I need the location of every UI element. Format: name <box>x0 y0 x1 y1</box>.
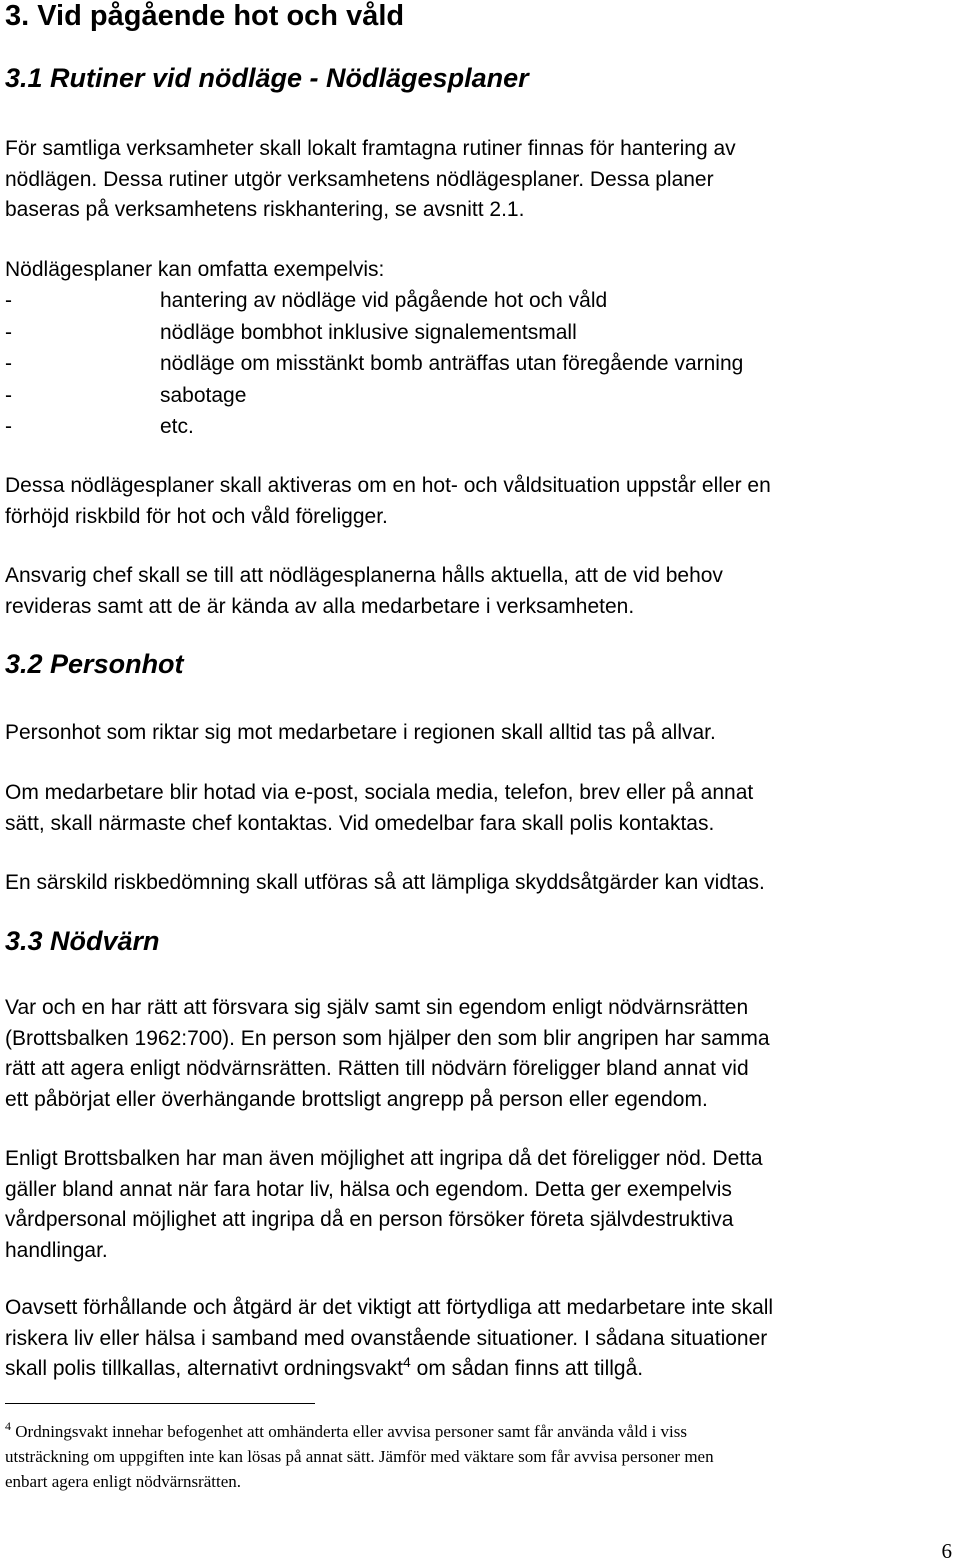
text-line: handlingar. <box>5 1238 108 1262</box>
paragraph-3-2-risk: En särskild riskbedömning skall utföras så att lämpliga skyddsåtgärder kan vidtas. <box>5 871 765 894</box>
list-dash: - <box>5 289 12 312</box>
footnote-line: enbart agera enligt nödvärnsrätten. <box>5 1472 242 1491</box>
footnote-marker: 4 <box>5 1419 11 1433</box>
text-line: baseras på verksamhetens riskhantering, se avsnitt 2.1. <box>5 198 525 221</box>
list-item-text: nödläge om misstänkt bomb anträffas utan föregående varning <box>160 352 744 375</box>
paragraph-3-3-necessity <box>5 1144 763 1266</box>
section-heading-3-3: 3.3 Nödvärn <box>5 926 160 956</box>
text-line: ett påbörjat eller överhängande brottsligt angrepp på person eller egendom. <box>5 1087 708 1111</box>
text-line: om sådan finns att tillgå. <box>410 1357 644 1380</box>
footnote-reference[interactable]: 4 <box>403 1354 411 1370</box>
text-line: nödlägen. Dessa rutiner utgör verksamhetens nödlägesplaner. Dessa planer <box>5 167 714 191</box>
text-line: Var och en har rätt att försvara sig själv samt sin egendom enligt nödvärnsrätten <box>5 996 749 1019</box>
text-line: Om medarbetare blir hotad via e-post, sociala media, telefon, brev eller på annat <box>5 781 754 804</box>
text-line: skall polis tillkallas, alternativt ordningsvakt <box>5 1357 404 1380</box>
list-dash: - <box>5 320 12 344</box>
paragraph-3-3-self-defense <box>5 993 770 1115</box>
list-dash: - <box>5 383 12 407</box>
page-number: 6 <box>941 1539 952 1563</box>
list-item-text: sabotage <box>160 383 247 407</box>
list-item <box>5 317 743 349</box>
text-line: För samtliga verksamheter skall lokalt framtagna rutiner finnas för hantering av <box>5 137 736 160</box>
footnote-line: Ordningsvakt innehar befogenhet att omhänderta eller avvisa personer samt får använda våld i viss <box>11 1422 687 1441</box>
paragraph-3-1-responsibility <box>5 561 723 622</box>
list-item <box>5 285 743 317</box>
text-line: Ansvarig chef skall se till att nödlägesplanerna hålls aktuella, att de vid behov <box>5 564 723 587</box>
text-line: gäller bland annat när fara hotar liv, hälsa och egendom. Detta ger exempelvis <box>5 1177 732 1201</box>
text-line: Enligt Brottsbalken har man även möjlighet att ingripa då det föreligger nöd. Detta <box>5 1147 763 1170</box>
paragraph-3-2-contact <box>5 778 753 839</box>
text-line: vårdpersonal möjlighet att ingripa då en person försöker företa självdestruktiva <box>5 1208 734 1231</box>
text-line: förhöjd riskbild för hot och våld föreligger. <box>5 504 388 528</box>
list-item <box>5 411 743 443</box>
list-item <box>5 380 743 412</box>
paragraph-3-1-activation <box>5 471 771 532</box>
list-intro: Nödlägesplaner kan omfatta exempelvis: <box>5 258 385 281</box>
list-item-text: etc. <box>160 415 194 438</box>
text-line: riskera liv eller hälsa i samband med ovanstående situationer. I sådana situationer <box>5 1326 768 1350</box>
list-dash: - <box>5 352 12 375</box>
list-dash: - <box>5 415 12 438</box>
text-line: revideras samt att de är kända av alla medarbetare i verksamheten. <box>5 594 635 618</box>
paragraph-3-3-police <box>5 1293 773 1385</box>
page-title: 3. Vid pågående hot och våld <box>5 0 405 32</box>
text-line: Oavsett förhållande och åtgärd är det viktigt att förtydliga att medarbetare inte skall <box>5 1296 774 1319</box>
footnote-separator <box>5 1403 315 1404</box>
list-item <box>5 348 743 380</box>
text-line: rätt att agera enligt nödvärnsrätten. Rätten till nödvärn föreligger bland annat vid <box>5 1057 749 1080</box>
text-line: sätt, skall närmaste chef kontaktas. Vid omedelbar fara skall polis kontaktas. <box>5 811 715 835</box>
paragraph-3-2-intro: Personhot som riktar sig mot medarbetare i regionen skall alltid tas på allvar. <box>5 721 716 744</box>
text-line: (Brottsbalken 1962:700). En person som hjälper den som blir angripen har samma <box>5 1026 770 1050</box>
list-item-text: hantering av nödläge vid pågående hot och våld <box>160 289 608 312</box>
paragraph-3-1-intro <box>5 134 736 226</box>
section-heading-3-2: 3.2 Personhot <box>5 649 184 679</box>
footnote-line: utsträckning om uppgiften inte kan lösas på annat sätt. Jämför med väktare som får avvisa personer men <box>5 1447 714 1466</box>
text-line: Dessa nödlägesplaner skall aktiveras om en hot- och våldsituation uppstår eller en <box>5 474 771 497</box>
emergency-plan-list <box>5 285 743 443</box>
list-item-text: nödläge bombhot inklusive signalementsmall <box>160 320 577 344</box>
section-heading-3-1: 3.1 Rutiner vid nödläge - Nödlägesplaner <box>5 63 529 93</box>
footnote <box>5 1419 714 1494</box>
